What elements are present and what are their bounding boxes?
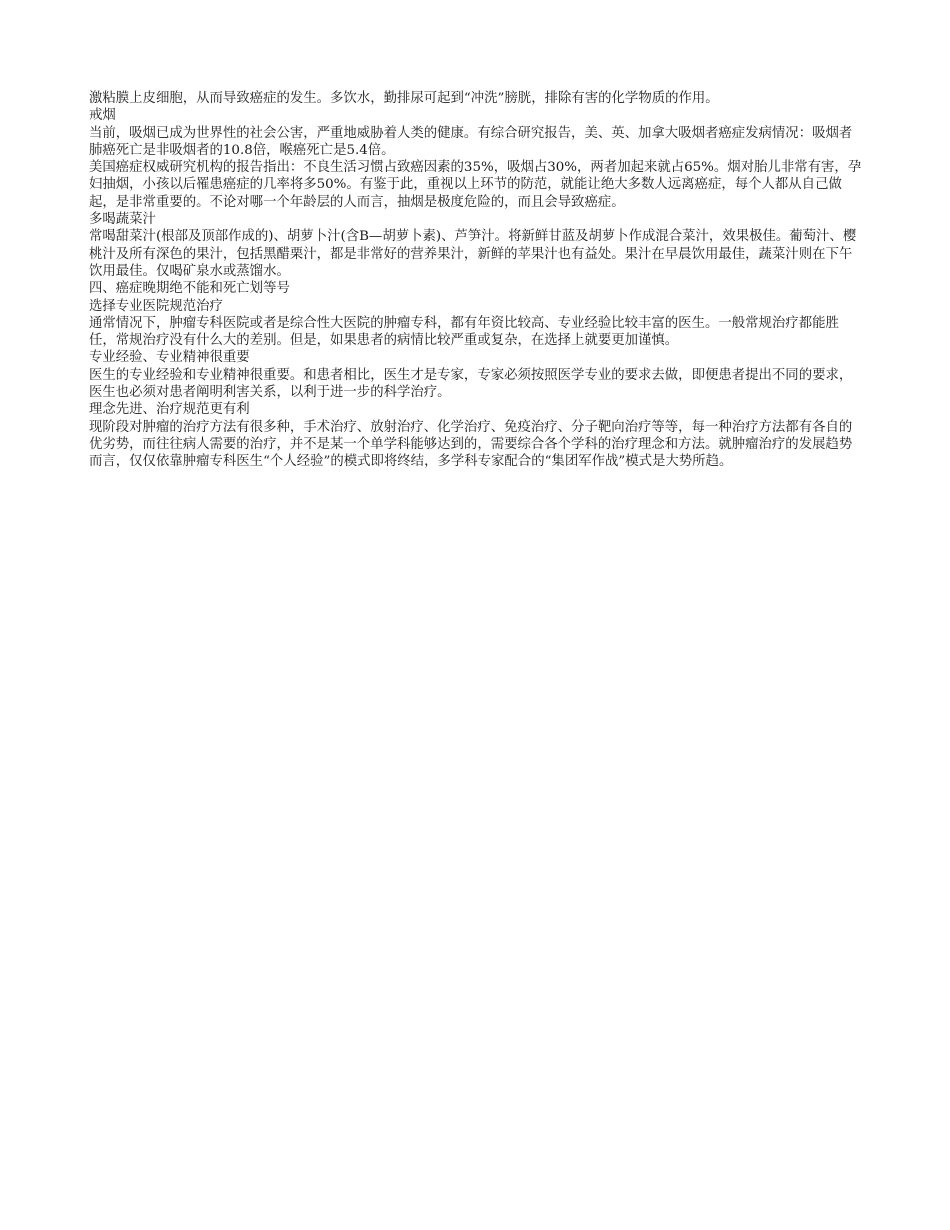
heading-section-four: 四、癌症晚期绝不能和死亡划等号 bbox=[89, 281, 290, 297]
paragraph-smoking-statistics: 美国癌症权威研究机构的报告指出：不良生活习惯占致癌因素的35%，吸烟占30%，两者加起来就占65%。烟对胎儿非常有害，孕妇抽烟，小孩以后罹患癌症的几率将多50%。有鉴于此，重视以上环节的防范，就能让绝大多数人远离癌症，每个人都从自己做起，是非常重要的。不论对哪一个年龄层的人而言，抽烟是极度危险的，而且会导致癌症。 bbox=[89, 160, 862, 210]
paragraph-advanced-concept: 现阶段对肿瘤的治疗方法有很多种，手术治疗、放射治疗、化学治疗、免疫治疗、分子靶向治疗等等，每一种治疗方法都有各自的优劣势，而往往病人需要的治疗，并不是某一个单学科能够达到的，需要综合各个学科的治疗理念和方法。就肿瘤治疗的发展趋势而言，仅仅依靠肿瘤专科医生“个人经验”的模式即将终结，多学科专家配合的“集团军作战”模式是大势所趋。 bbox=[89, 419, 853, 470]
heading-advanced-concept: 理念先进、治疗规范更有利 bbox=[89, 402, 250, 418]
paragraph-vegetable-juice: 常喝甜菜汁(根部及顶部作成的)、胡萝卜汁(含B—胡萝卜素)、芦笋汁。将新鲜甘蓝及胡萝卜作成混合菜汁，效果极佳。葡萄汁、樱桃汁及所有深色的果汁，包括黑醋栗汁，都是非常好的营养果汁，新鲜的苹果汁也有益处。果汁在早晨饮用最佳，蔬菜汁则在下午饮用最佳。仅喝矿泉水或蒸馏水。 bbox=[89, 229, 857, 279]
heading-vegetable-juice: 多喝蔬菜汁 bbox=[89, 212, 156, 228]
paragraph-smoking-harm: 当前，吸烟已成为世界性的社会公害，严重地威胁着人类的健康。有综合研究报告，美、英、加拿大吸烟者癌症发病情况：吸烟者肺癌死亡是非吸烟者的10.8倍，喉癌死亡是5.4倍。 bbox=[89, 125, 853, 158]
heading-quit-smoking: 戒烟 bbox=[89, 108, 116, 124]
paragraph-expertise: 医生的专业经验和专业精神很重要。和患者相比，医生才是专家，专家必须按照医学专业的要求去做，即便患者提出不同的要求，医生也必须对患者阐明利害关系，以利于进一步的科学治疗。 bbox=[89, 367, 853, 401]
heading-choose-hospital: 选择专业医院规范治疗 bbox=[89, 298, 223, 314]
paragraph-intro: 激粘膜上皮细胞，从而导致癌症的发生。多饮水，勤排尿可起到“冲洗”膀胱，排除有害的化学物质的作用。 bbox=[89, 91, 719, 106]
paragraph-choose-hospital: 通常情况下，肿瘤专科医院或者是综合性大医院的肿瘤专科，都有年资比较高、专业经验比较丰富的医生。一般常规治疗都能胜任，常规治疗没有什么大的差别。但是，如果患者的病情比较严重或复杂，在选择上就要更加谨慎。 bbox=[89, 315, 839, 349]
heading-expertise: 专业经验、专业精神很重要 bbox=[89, 350, 250, 366]
document-body bbox=[89, 90, 864, 471]
